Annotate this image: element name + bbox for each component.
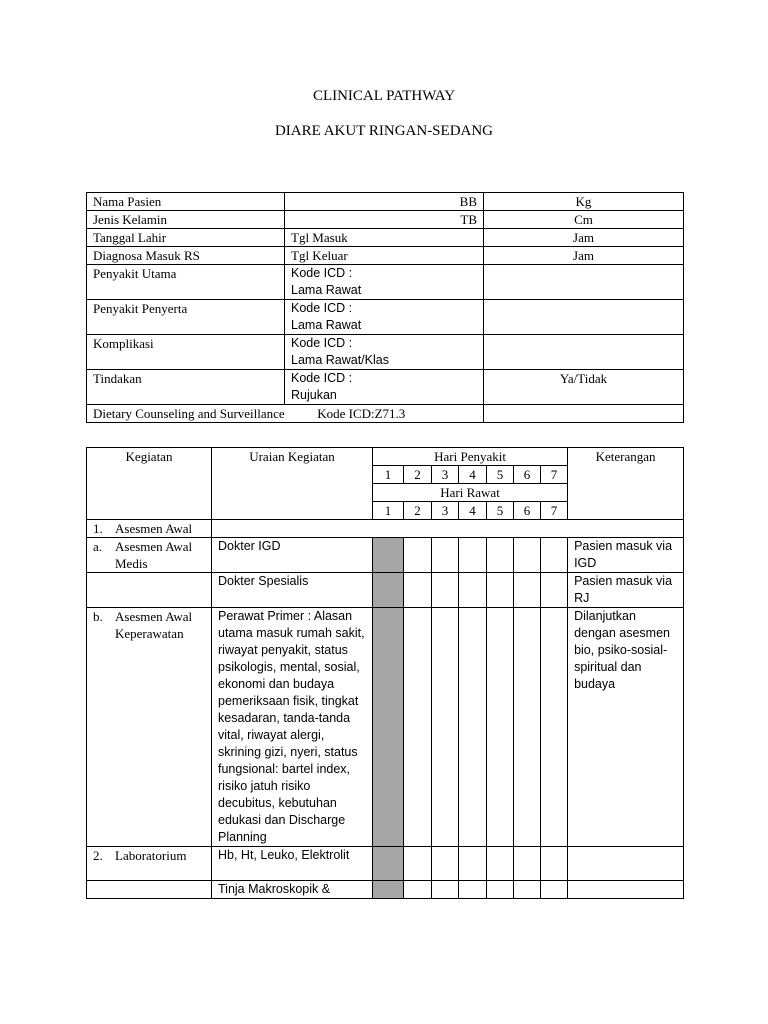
day-number: 6 [514, 466, 541, 484]
table-row [87, 193, 684, 211]
label-jam-masuk: Jam [484, 229, 684, 247]
day-cell [432, 538, 459, 573]
kode-icd-cell [285, 335, 484, 370]
day-cell [487, 538, 514, 573]
kode-icd-cell [285, 265, 484, 300]
label-tgl-masuk: Tgl Masuk [285, 229, 484, 247]
day-number: 1 [373, 502, 404, 520]
sub-label: Asesmen Awal Medis [115, 539, 193, 571]
day-cell [404, 538, 432, 573]
day-cell [541, 538, 568, 573]
day-number: 4 [459, 466, 487, 484]
table-row [87, 405, 684, 423]
label-penyakit-utama: Penyakit Utama [87, 265, 285, 300]
day-number: 1 [373, 466, 404, 484]
label-tanggal-lahir: Tanggal Lahir [87, 229, 285, 247]
table-row [87, 520, 684, 538]
day-cell [459, 573, 487, 608]
section-asesmen-awal [87, 520, 212, 538]
day-cell [404, 573, 432, 608]
label-kode-icd: Kode ICD : [291, 266, 353, 280]
table-row [87, 608, 684, 847]
empty-cell [484, 335, 684, 370]
label-dietary: Dietary Counseling and Surveillance [93, 406, 285, 421]
day-cell-shaded [373, 881, 404, 899]
label-tgl-keluar: Tgl Keluar [285, 247, 484, 265]
day-number: 7 [541, 466, 568, 484]
empty-cell [484, 405, 684, 423]
day-cell [432, 573, 459, 608]
label-kode-icd: Kode ICD : [291, 336, 353, 350]
day-cell [459, 538, 487, 573]
sub-label: Asesmen Awal Keperawatan [115, 609, 193, 641]
day-cell [487, 847, 514, 881]
day-cell-shaded [373, 608, 404, 847]
header-hari-penyakit: Hari Penyakit [373, 448, 568, 466]
keterangan-asesmen-bio: Dilanjutkan dengan asesmen bio, psiko-sosial-spiritual dan budaya [568, 608, 684, 847]
day-cell-shaded [373, 538, 404, 573]
table-row [87, 881, 684, 899]
day-cell [514, 847, 541, 881]
label-jam-keluar: Jam [484, 247, 684, 265]
table-row [87, 265, 684, 300]
label-tindakan: Tindakan [87, 370, 285, 405]
day-cell [404, 847, 432, 881]
day-cell [541, 881, 568, 899]
header-hari-rawat: Hari Rawat [373, 484, 568, 502]
keterangan-rj: Pasien masuk via RJ [568, 573, 684, 608]
day-cell [487, 573, 514, 608]
header-keterangan: Keterangan [568, 448, 684, 520]
day-cell [459, 847, 487, 881]
label-bb: BB [285, 193, 484, 211]
day-number: 3 [432, 502, 459, 520]
day-cell [432, 608, 459, 847]
activity-table [86, 447, 684, 899]
table-row [87, 847, 684, 881]
table-row [87, 229, 684, 247]
kode-icd-cell [285, 300, 484, 335]
label-lama-rawat-klas: Lama Rawat/Klas [291, 353, 389, 367]
day-number: 2 [404, 466, 432, 484]
label-kg: Kg [484, 193, 684, 211]
day-cell [404, 881, 432, 899]
uraian-perawat-primer: Perawat Primer : Alasan utama masuk rumah sakit, riwayat penyakit, status psikologis, mental, sosial, ekonomi dan budaya pemeriksaan fisik, tingkat kesadaran, tanda-tanda vital, riwayat alergi, skrining gizi, nyeri, status fungsional: bartel index, risiko jatuh risiko decubitus, kebutuhan edukasi dan Discharge Planning [212, 608, 373, 847]
section-label: Asesmen Awal [115, 521, 193, 536]
keterangan-igd: Pasien masuk via IGD [568, 538, 684, 573]
day-cell-shaded [373, 847, 404, 881]
day-number: 4 [459, 502, 487, 520]
dietary-cell [87, 405, 484, 423]
header-kegiatan: Kegiatan [87, 448, 212, 520]
day-cell [514, 608, 541, 847]
section-laboratorium [87, 847, 212, 881]
day-cell [541, 847, 568, 881]
label-tb: TB [285, 211, 484, 229]
day-cell [459, 881, 487, 899]
label-nama-pasien: Nama Pasien [87, 193, 285, 211]
uraian-dokter-spesialis: Dokter Spesialis [212, 573, 373, 608]
empty-cell [568, 881, 684, 899]
label-kode-icd: Kode ICD : [291, 301, 353, 315]
label-komplikasi: Komplikasi [87, 335, 285, 370]
day-number: 5 [487, 466, 514, 484]
day-number: 2 [404, 502, 432, 520]
day-cell [541, 573, 568, 608]
label-jenis-kelamin: Jenis Kelamin [87, 211, 285, 229]
table-row [87, 370, 684, 405]
asesmen-medis-cell [87, 538, 212, 573]
label-rujukan: Rujukan [291, 388, 337, 402]
day-cell [514, 881, 541, 899]
empty-cell [484, 265, 684, 300]
table-row [87, 538, 684, 573]
empty-cell [87, 573, 212, 608]
header-uraian: Uraian Kegiatan [212, 448, 373, 520]
section-number: 2. [93, 848, 103, 863]
empty-cell [212, 520, 684, 538]
table-row [87, 573, 684, 608]
label-kode-icd: Kode ICD : [291, 371, 353, 385]
sub-letter: b. [93, 609, 103, 624]
day-cell [487, 881, 514, 899]
day-cell [404, 608, 432, 847]
label-lama-rawat: Lama Rawat [291, 318, 362, 332]
day-number: 7 [541, 502, 568, 520]
day-cell [514, 538, 541, 573]
day-number: 5 [487, 502, 514, 520]
label-diagnosa: Diagnosa Masuk RS [87, 247, 285, 265]
day-cell [459, 608, 487, 847]
day-cell [514, 573, 541, 608]
section-label: Laboratorium [115, 848, 187, 863]
label-lama-rawat: Lama Rawat [291, 283, 362, 297]
section-number: 1. [93, 521, 103, 536]
uraian-lab-tinja: Tinja Makroskopik & [212, 881, 373, 899]
day-cell-shaded [373, 573, 404, 608]
day-number: 3 [432, 466, 459, 484]
label-kode-icd-z: Kode ICD:Z71.3 [317, 406, 406, 421]
table-row [87, 335, 684, 370]
asesmen-keperawatan-cell [87, 608, 212, 847]
patient-info-table [86, 192, 684, 423]
table-row [87, 300, 684, 335]
day-cell [487, 608, 514, 847]
day-number: 6 [514, 502, 541, 520]
uraian-lab-darah: Hb, Ht, Leuko, Elektrolit [212, 847, 373, 881]
day-cell [432, 881, 459, 899]
sub-letter: a. [93, 539, 103, 554]
table-header-row [87, 448, 684, 466]
empty-cell [484, 300, 684, 335]
day-cell [432, 847, 459, 881]
empty-cell [87, 881, 212, 899]
label-ya-tidak: Ya/Tidak [484, 370, 684, 405]
uraian-dokter-igd: Dokter IGD [212, 538, 373, 573]
day-cell [541, 608, 568, 847]
table-row [87, 211, 684, 229]
label-penyakit-penyerta: Penyakit Penyerta [87, 300, 285, 335]
label-cm: Cm [484, 211, 684, 229]
page-title: CLINICAL PATHWAY [312, 88, 456, 104]
empty-cell [568, 847, 684, 881]
page-subtitle: DIARE AKUT RINGAN-SEDANG [274, 123, 494, 139]
kode-icd-cell [285, 370, 484, 405]
table-row [87, 247, 684, 265]
